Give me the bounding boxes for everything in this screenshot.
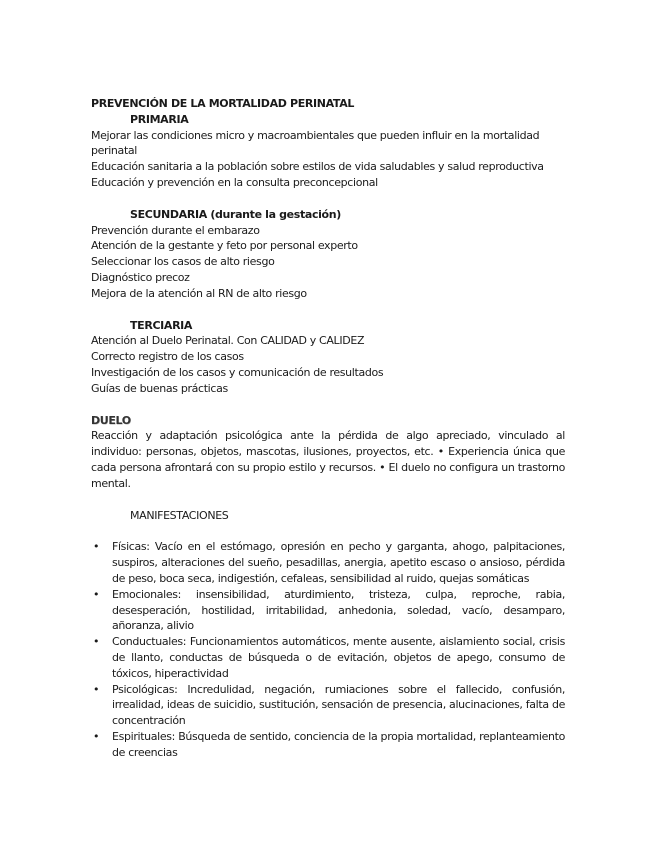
list-item: • Emocionales: insensibilidad, aturdimiento, tristeza, culpa, reproche, rabia, desesperación, hostilidad, irritabilidad, anhedonia, soledad, vacío, desamparo, añoranza, alivio	[91, 587, 565, 634]
primaria-line: Mejorar las condiciones micro y macroambientales que pueden influir en la mortalidad	[91, 128, 540, 142]
secundaria-line: Diagnóstico precoz	[91, 270, 190, 284]
terciaria-line: Atención al Duelo Perinatal. Con CALIDAD y CALIDEZ	[91, 334, 365, 348]
terciaria-line: Guías de buenas prácticas	[91, 381, 228, 395]
primaria-line: Educación y prevención en la consulta preconcepcional	[91, 175, 378, 189]
duelo-paragraph: Reacción y adaptación psicológica ante la pérdida de algo apreciado, vinculado al individuo: personas, objetos, mascotas, ilusiones, proyectos, etc. • Experiencia única que cada persona afrontará con su propio estilo y recursos. • El duelo no configura un trastorno mental.	[91, 429, 565, 490]
list-item: • Físicas: Vacío en el estómago, opresión en pecho y garganta, ahogo, palpitaciones, suspiros, alteraciones del sueño, pesadillas, anergia, apetito escaso o ansioso, pérdida de peso, boca seca, indigestión, cefaleas, sensibilidad al ruido, quejas somáticas	[91, 539, 565, 586]
primaria-heading: PRIMARIA	[130, 112, 189, 126]
terciaria-heading: TERCIARIA	[130, 318, 193, 332]
primaria-line: perinatal	[91, 144, 138, 158]
secundaria-line: Atención de la gestante y feto por personal experto	[91, 239, 358, 253]
secundaria-line: Mejora de la atención al RN de alto riesgo	[91, 286, 307, 300]
list-item: • Psicológicas: Incredulidad, negación, rumiaciones sobre el fallecido, confusión, irrealidad, ideas de suicidio, sustitución, sensación de presencia, alucinaciones, falta de concentración	[91, 682, 565, 729]
terciaria-line: Correcto registro de los casos	[91, 350, 244, 364]
secundaria-line: Seleccionar los casos de alto riesgo	[91, 255, 275, 269]
secundaria-line: Prevención durante el embarazo	[91, 223, 260, 237]
document-title: PREVENCIÓN DE LA MORTALIDAD PERINATAL	[91, 97, 355, 110]
list-item: • Conductuales: Funcionamientos automáticos, mente ausente, aislamiento social, crisis de llanto, conductas de búsqueda o de evitación, objetos de apego, consumo de tóxicos, hiperactividad	[91, 634, 565, 681]
duelo-heading: DUELO	[91, 413, 131, 427]
list-item: • Espirituales: Búsqueda de sentido, conciencia de la propia mortalidad, replanteamiento de creencias	[91, 729, 565, 761]
manifestaciones-list	[91, 539, 565, 760]
secundaria-heading: SECUNDARIA (durante la gestación)	[130, 207, 341, 221]
primaria-line: Educación sanitaria a la población sobre estilos de vida saludables y salud reproductiva	[91, 160, 544, 174]
manifestaciones-heading: MANIFESTACIONES	[130, 508, 229, 522]
document-content	[91, 96, 565, 760]
terciaria-line: Investigación de los casos y comunicación de resultados	[91, 365, 384, 379]
